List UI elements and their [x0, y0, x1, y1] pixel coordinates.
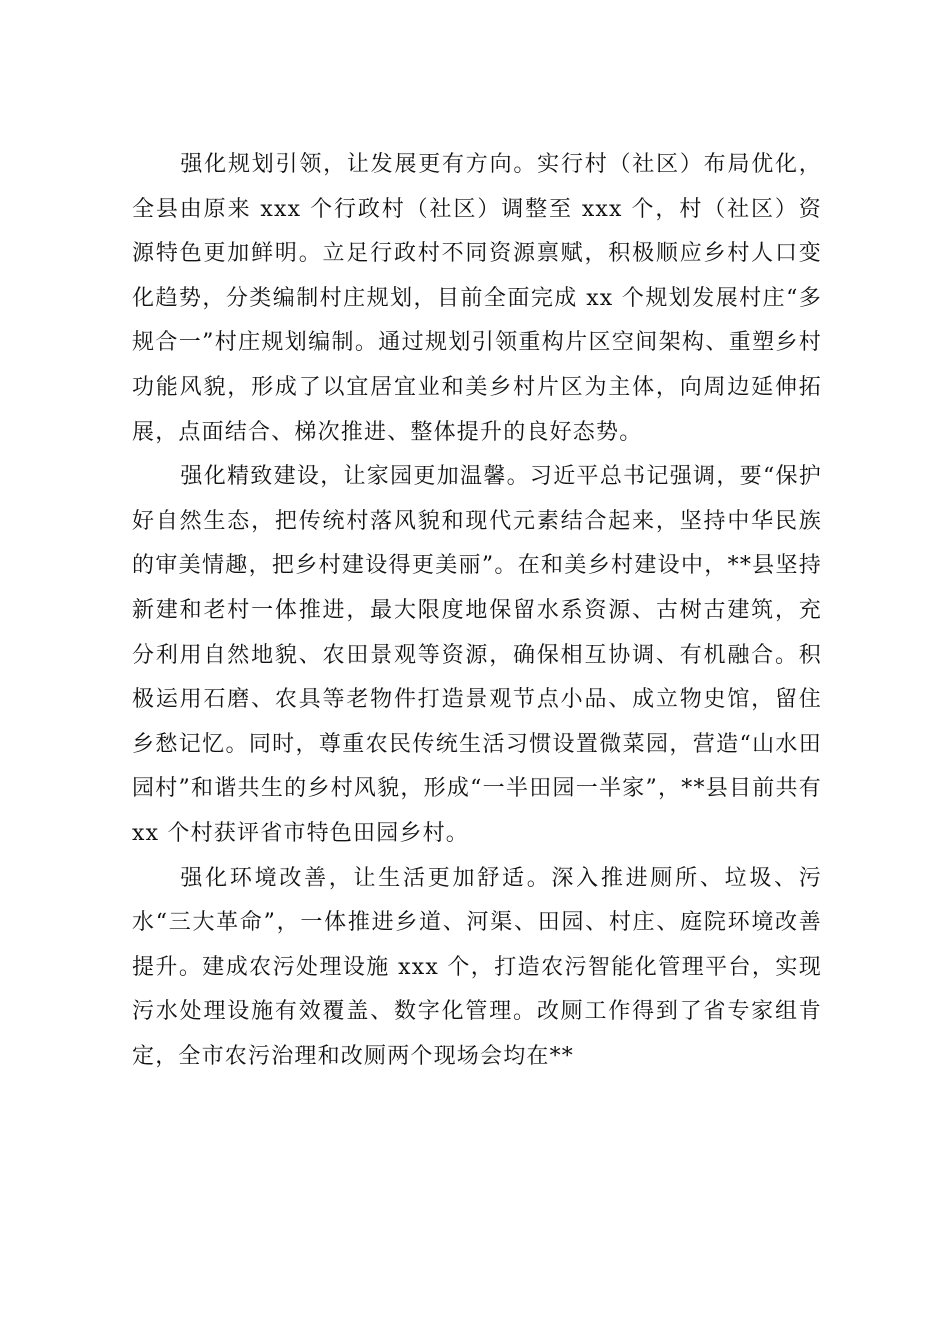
paragraph-construction: 强化精致建设，让家园更加温馨。习近平总书记强调，要“保护好自然生态，把传统村落风貌和现代元素结合起来，坚持中华民族的审美情趣，把乡村建设得更美丽”。在和美乡村建设中，**县坚持新建和老村一体推进，最大限度地保留水系资源、古树古建筑，充分利用自然地貌、农田景观等资源，确保相互协调、有机融合。积极运用石磨、农具等老物件打造景观节点小品、成立物史馆，留住乡愁记忆。同时，尊重农民传统生活习惯设置微菜园，营造“山水田园村”和谐共生的乡村风貌，形成“一半田园一半家”，**县目前共有 xx 个村获评省市特色田园乡村。 [132, 464, 822, 846]
document-body [132, 143, 822, 1079]
paragraph-planning: 强化规划引领，让发展更有方向。实行村（社区）布局优化，全县由原来 xxx 个行政村（社区）调整至 xxx 个，村（社区）资源特色更加鲜明。立足行政村不同资源禀赋，积极顺应乡村人口变化趋势，分类编制村庄规划，目前全面完成 xx 个规划发展村庄“多规合一”村庄规划编制。通过规划引领重构片区空间架构、重塑乡村功能风貌，形成了以宜居宜业和美乡村片区为主体，向周边延伸拓展，点面结合、梯次推进、整体提升的良好态势。 [132, 152, 822, 445]
paragraph-environment: 强化环境改善，让生活更加舒适。深入推进厕所、垃圾、污水“三大革命”，一体推进乡道、河渠、田园、村庄、庭院环境改善提升。建成农污处理设施 xxx 个，打造农污智能化管理平台，实现污水处理设施有效覆盖、数字化管理。改厕工作得到了省专家组肯定，全市农污治理和改厕两个现场会均在** [132, 865, 822, 1069]
